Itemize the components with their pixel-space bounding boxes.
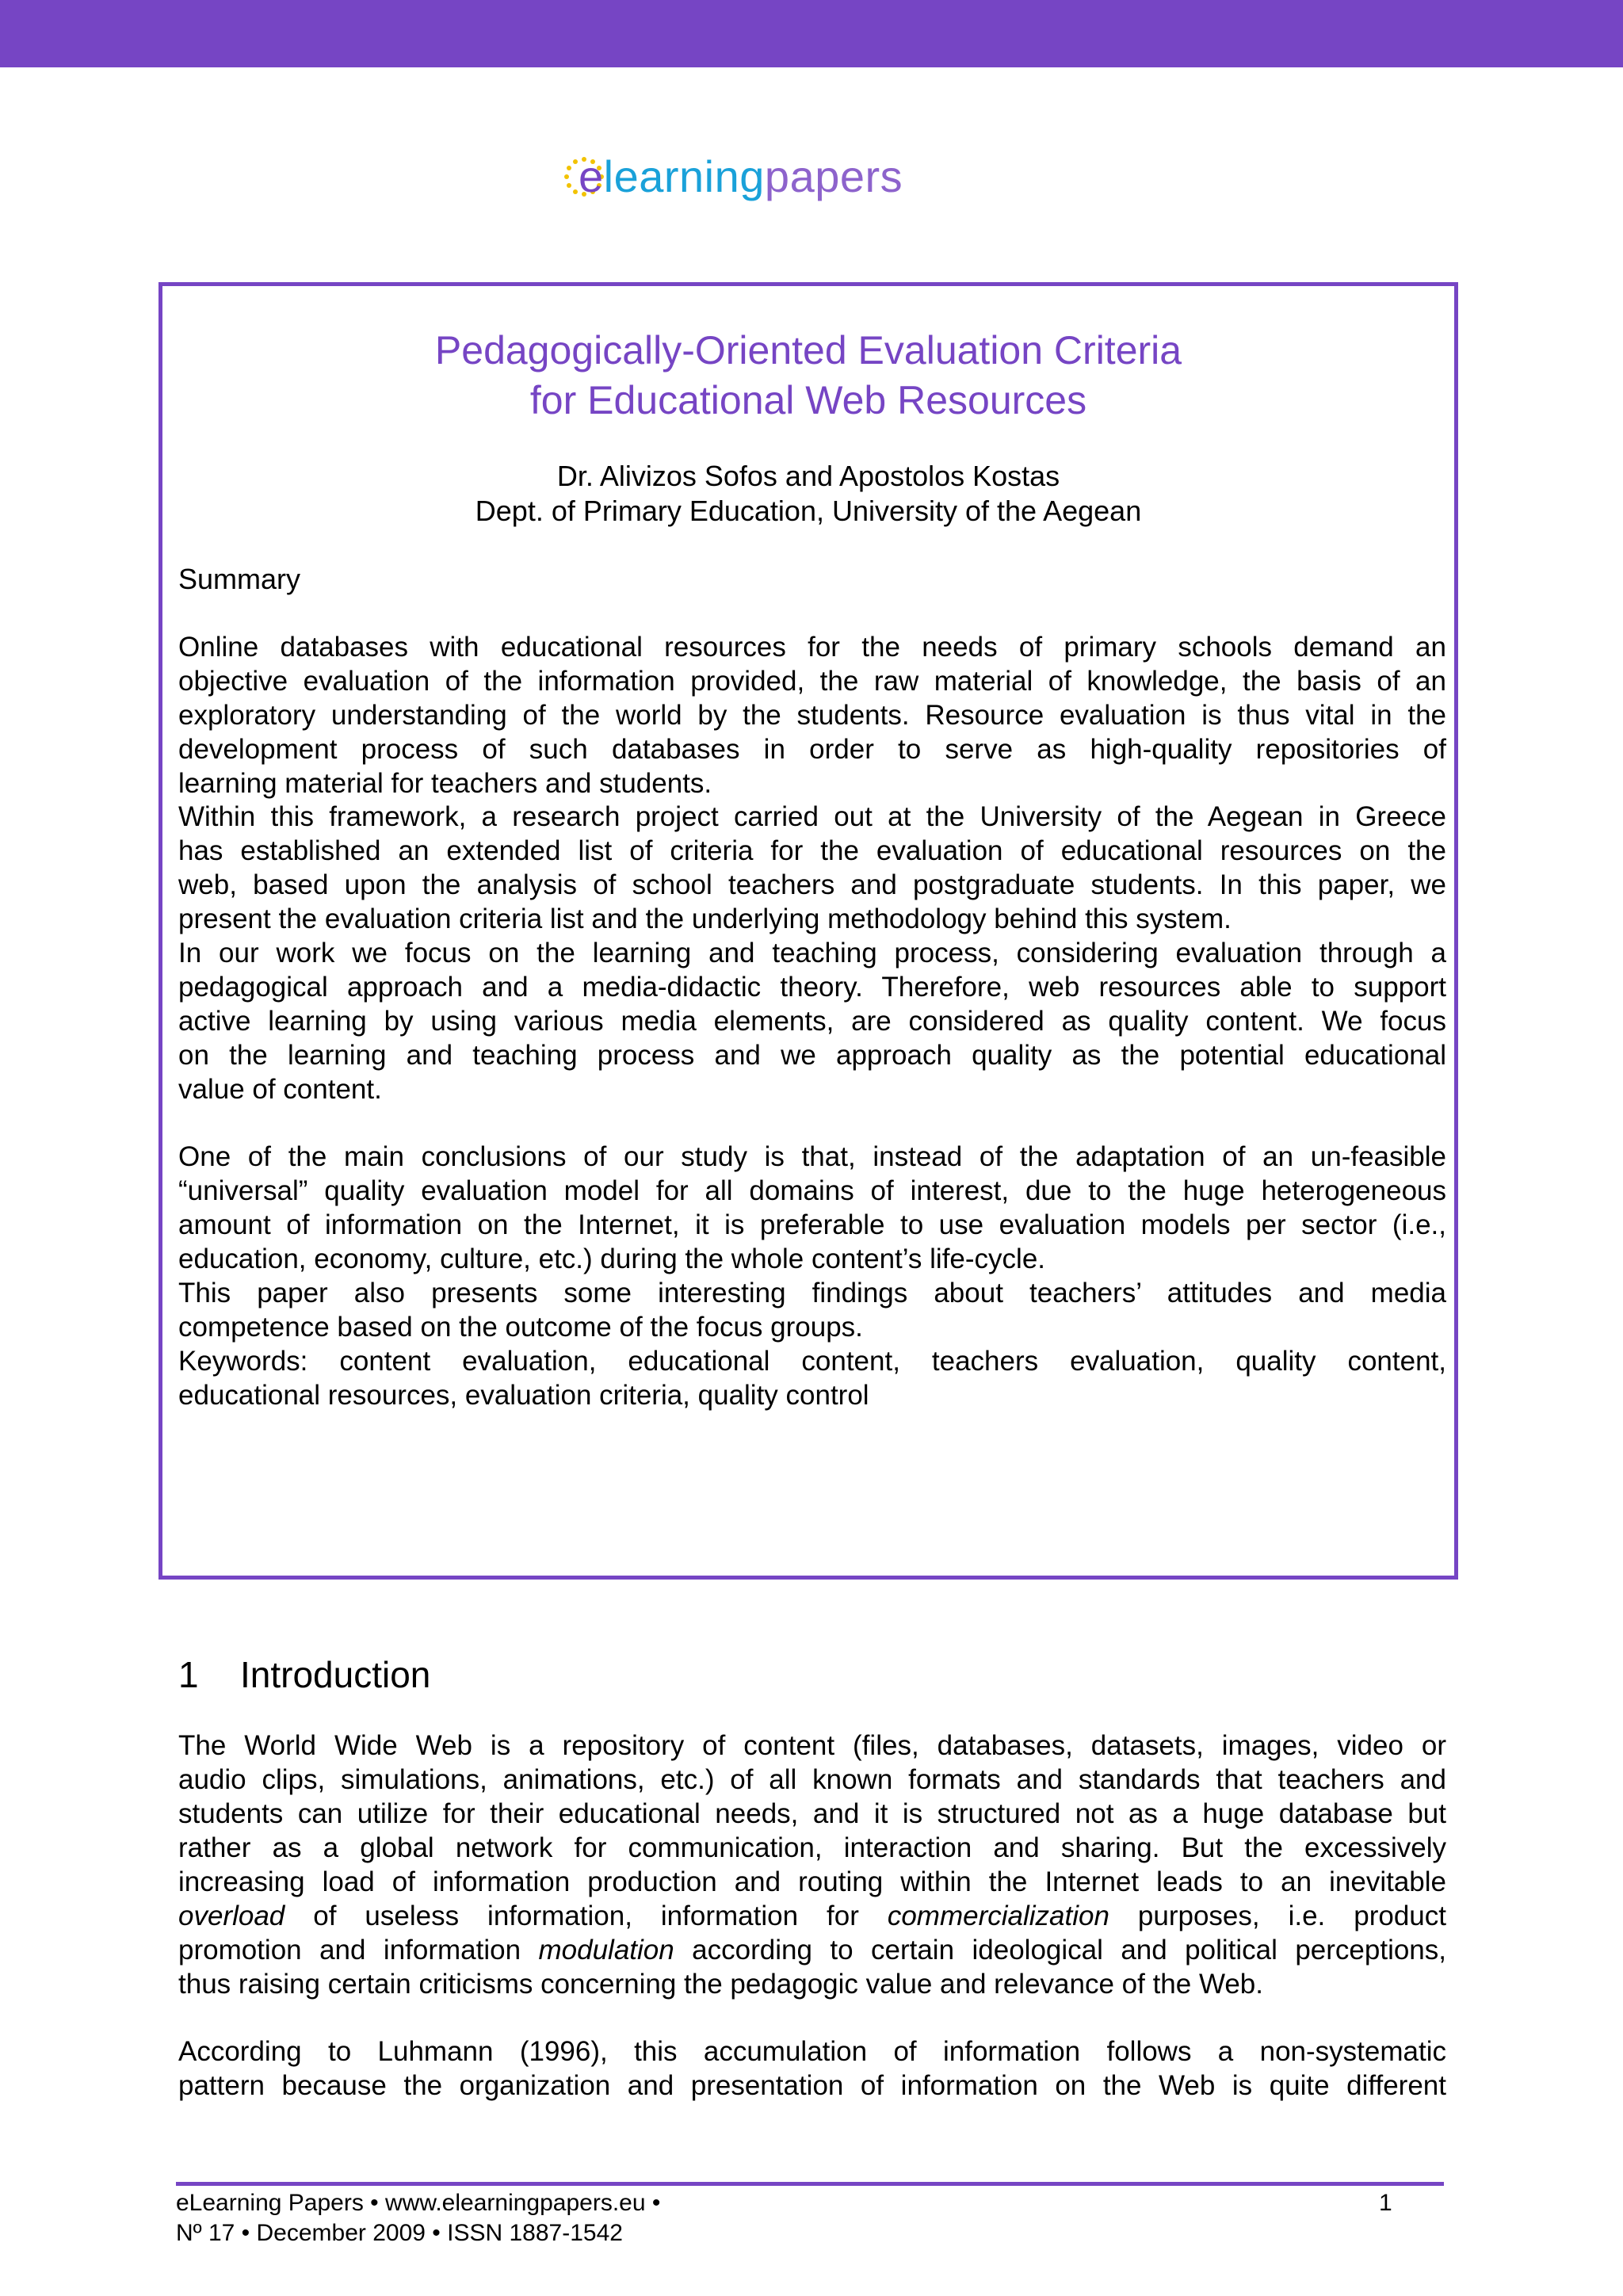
paper-title-line-1: Pedagogically-Oriented Evaluation Criteria <box>434 328 1182 372</box>
text-fragment: of useless information, information for <box>285 1901 888 1931</box>
section-title: Introduction <box>240 1654 431 1695</box>
logo-wordmark <box>579 151 903 202</box>
authors-line: Dr. Alivizos Sofos and Apostolos Kostas <box>556 460 1060 492</box>
text-line: rather as a global network for communication, interaction and sharing. But the excessively <box>178 1832 1446 1863</box>
text-line: active learning by using various media elements, are considered as quality content. We focus <box>178 1006 1446 1037</box>
text-line: learning material for teachers and students. <box>178 768 712 799</box>
emphasis-commercialization: commercialization <box>887 1901 1109 1931</box>
summary-paragraph <box>178 1140 1446 1276</box>
text-line <box>178 1899 1446 1933</box>
keywords-label: Keywords: <box>178 1346 308 1377</box>
summary-paragraph <box>178 800 1446 936</box>
text-line: In our work we focus on the learning and teaching process, considering evaluation through a <box>178 938 1446 968</box>
text-line: Within this framework, a research project carried out at the University of the Aegean in Greece <box>178 801 1446 832</box>
text-line: present the evaluation criteria list and the underlying methodology behind this system. <box>178 904 1232 934</box>
keywords-line: educational resources, evaluation criteria, quality control <box>178 1380 869 1411</box>
intro-paragraph <box>178 2034 1446 2103</box>
text-line: pattern because the organization and presentation of information on the Web is quite different <box>178 2070 1446 2101</box>
text-fragment: promotion and information <box>178 1935 539 1966</box>
text-line: amount of information on the Internet, it is preferable to use evaluation models per sector (i.e., <box>178 1209 1446 1240</box>
section-heading-introduction <box>178 1652 430 1697</box>
text-line: This paper also presents some interesting findings about teachers’ attitudes and media <box>178 1278 1446 1308</box>
paper-title-line-2: for Educational Web Resources <box>529 378 1087 422</box>
text-line: thus raising certain criticisms concerning the pedagogic value and relevance of the Web. <box>178 1969 1263 2000</box>
text-line: education, economy, culture, etc.) during the whole content’s life-cycle. <box>178 1244 1046 1274</box>
keywords-line <box>178 1344 1446 1378</box>
text-line: The World Wide Web is a repository of content (files, databases, datasets, images, video or <box>178 1730 1446 1761</box>
footer-issue: Nº 17 • December 2009 • ISSN 1887-1542 <box>176 2220 623 2246</box>
text-line: competence based on the outcome of the focus groups. <box>178 1312 863 1343</box>
section-number: 1 <box>178 1654 199 1695</box>
affiliation-line: Dept. of Primary Education, University of the Aegean <box>475 495 1142 527</box>
text-line: According to Luhmann (1996), this accumulation of information follows a non-systematic <box>178 2036 1446 2067</box>
text-line: increasing load of information production and routing within the Internet leads to an inevitable <box>178 1866 1446 1897</box>
logo-part-papers: papers <box>764 151 903 201</box>
emphasis-modulation: modulation <box>538 1935 674 1966</box>
summary-paragraph <box>178 936 1446 1106</box>
text-line: “universal” quality evaluation model for all domains of interest, due to the huge heterogeneous <box>178 1175 1446 1206</box>
logo-part-e: e <box>579 151 604 201</box>
text-line: students can utilize for their educational needs, and it is structured not as a huge database but <box>178 1798 1446 1829</box>
abstract-box <box>158 282 1458 1580</box>
top-accent-bar <box>0 0 1623 67</box>
text-line: audio clips, simulations, animations, etc.) of all known formats and standards that teachers and <box>178 1764 1446 1795</box>
emphasis-overload: overload <box>178 1901 285 1931</box>
text-line: objective evaluation of the information provided, the raw material of knowledge, the basis of an <box>178 666 1446 697</box>
summary-heading: Summary <box>178 563 301 595</box>
footer-publication: eLearning Papers • www.elearningpapers.eu • <box>176 2190 661 2216</box>
text-line: on the learning and teaching process and we approach quality as the potential educational <box>178 1040 1446 1071</box>
text-line: value of content. <box>178 1074 382 1105</box>
text-line: development process of such databases in order to serve as high-quality repositories of <box>178 734 1446 765</box>
text-line: pedagogical approach and a media-didactic theory. Therefore, web resources able to support <box>178 972 1446 1003</box>
text-line: One of the main conclusions of our study is that, instead of the adaptation of an un-feasible <box>178 1141 1446 1172</box>
text-fragment: according to certain ideological and political perceptions, <box>674 1935 1446 1966</box>
text-line: web, based upon the analysis of school teachers and postgraduate students. In this paper, we <box>178 869 1446 900</box>
page-number: 1 <box>1379 2190 1392 2216</box>
keywords-paragraph <box>178 1344 1446 1412</box>
intro-paragraph <box>178 1729 1446 2001</box>
summary-paragraph <box>178 630 1446 800</box>
text-fragment: purposes, i.e. product <box>1109 1901 1446 1931</box>
text-line <box>178 1933 1446 1967</box>
summary-paragraph <box>178 1276 1446 1344</box>
logo-part-learning: learning <box>603 151 765 201</box>
keywords-list: content evaluation, educational content, teachers evaluation, quality content, <box>339 1346 1446 1377</box>
text-line: Online databases with educational resources for the needs of primary schools demand an <box>178 632 1446 663</box>
text-line: exploratory understanding of the world by the students. Resource evaluation is thus vital in the <box>178 700 1446 731</box>
text-line: has established an extended list of criteria for the evaluation of educational resources on the <box>178 835 1446 866</box>
footer-divider <box>176 2182 1444 2186</box>
